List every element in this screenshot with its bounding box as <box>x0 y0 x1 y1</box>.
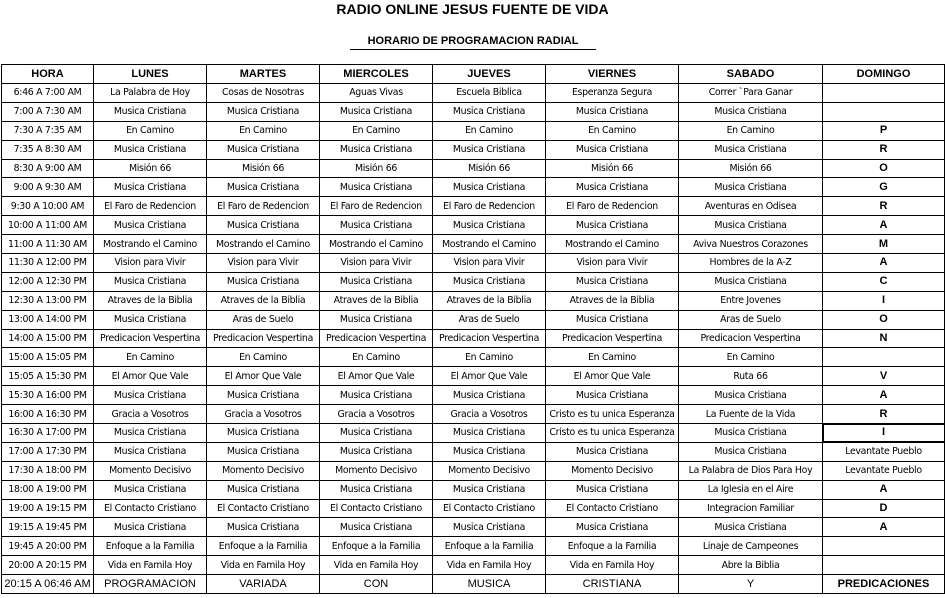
program-cell: Momento Decisivo <box>546 461 679 480</box>
time-slot-cell: 11:00 A 11:30 AM <box>2 235 94 254</box>
program-cell: Musica Cristiana <box>433 216 546 235</box>
column-header-miercoles: MIERCOLES <box>320 65 433 84</box>
time-slot-cell: 17:00 A 17:30 PM <box>2 442 94 461</box>
program-cell: Predicacion Vespertina <box>320 329 433 348</box>
program-cell: Gracia a Vosotros <box>94 405 207 424</box>
program-cell: El Amor Que Vale <box>546 367 679 386</box>
program-cell: A <box>823 480 945 499</box>
program-cell: Musica Cristiana <box>94 178 207 197</box>
program-cell: N <box>823 329 945 348</box>
program-cell: Musica Cristiana <box>94 480 207 499</box>
program-cell: A <box>823 216 945 235</box>
program-cell: El Faro de Redencion <box>94 197 207 216</box>
program-cell: Aguas Vivas <box>320 84 433 103</box>
program-cell: En Camino <box>546 121 679 140</box>
program-cell: El Amor Que Vale <box>94 367 207 386</box>
program-cell: Musica Cristiana <box>94 442 207 461</box>
program-cell: Musica Cristiana <box>546 386 679 405</box>
time-slot-cell: 15:30 A 16:00 PM <box>2 386 94 405</box>
program-cell: Enfoque a la Familia <box>207 537 320 556</box>
program-cell: Aras de Suelo <box>679 310 823 329</box>
table-row <box>2 518 945 537</box>
time-slot-cell: 10:00 A 11:00 AM <box>2 216 94 235</box>
program-cell: Enfoque a la Familia <box>320 537 433 556</box>
program-cell: Aras de Suelo <box>207 310 320 329</box>
program-cell: Musica Cristiana <box>320 518 433 537</box>
program-cell: Musica Cristiana <box>94 424 207 443</box>
column-header-domingo: DOMINGO <box>823 65 945 84</box>
column-header-sabado: SABADO <box>679 65 823 84</box>
program-cell: Aviva Nuestros Corazones <box>679 235 823 254</box>
program-cell: Atraves de la Biblia <box>546 291 679 310</box>
program-cell: El Contacto Cristiano <box>207 499 320 518</box>
program-cell: Musica Cristiana <box>94 102 207 121</box>
program-cell: Mostrando el Camino <box>207 235 320 254</box>
program-cell: El Amor Que Vale <box>207 367 320 386</box>
program-cell: Musica Cristiana <box>546 442 679 461</box>
program-cell: Integracion Familiar <box>679 499 823 518</box>
program-cell: Musica Cristiana <box>94 272 207 291</box>
table-row <box>2 121 945 140</box>
program-cell: Musica Cristiana <box>433 442 546 461</box>
program-cell: Musica Cristiana <box>433 102 546 121</box>
program-cell <box>823 348 945 367</box>
program-cell: A <box>823 386 945 405</box>
program-cell: Momento Decisivo <box>320 461 433 480</box>
program-cell: Musica Cristiana <box>207 480 320 499</box>
table-row <box>2 405 945 424</box>
program-cell: D <box>823 499 945 518</box>
program-cell: MUSICA <box>433 575 546 594</box>
program-cell: PROGRAMACION <box>94 575 207 594</box>
column-header-martes: MARTES <box>207 65 320 84</box>
program-cell: Vida en Famila Hoy <box>207 556 320 575</box>
program-cell: Aventuras en Odisea <box>679 197 823 216</box>
program-cell: O <box>823 159 945 178</box>
program-cell: Musica Cristiana <box>320 102 433 121</box>
program-cell: Predicacion Vespertina <box>546 329 679 348</box>
program-cell: Mostrando el Camino <box>433 235 546 254</box>
program-cell: Musica Cristiana <box>320 310 433 329</box>
program-cell: El Faro de Redencion <box>320 197 433 216</box>
table-row <box>2 348 945 367</box>
program-cell: M <box>823 235 945 254</box>
column-header-viernes: VIERNES <box>546 65 679 84</box>
program-cell: PREDICACIONES <box>823 575 945 594</box>
program-cell: El Contacto Cristiano <box>546 499 679 518</box>
program-cell: CON <box>320 575 433 594</box>
time-slot-cell: 8:30 A 9:00 AM <box>2 159 94 178</box>
program-cell: En Camino <box>679 121 823 140</box>
program-cell: Hombres de la A-Z <box>679 254 823 273</box>
program-cell: Misión 66 <box>433 159 546 178</box>
program-cell: Musica Cristiana <box>546 178 679 197</box>
program-cell: Ruta 66 <box>679 367 823 386</box>
program-cell: Y <box>679 575 823 594</box>
table-row <box>2 367 945 386</box>
table-row <box>2 84 945 103</box>
program-cell: Esperanza Segura <box>546 84 679 103</box>
program-cell: Levantate Pueblo <box>823 442 945 461</box>
table-row <box>2 480 945 499</box>
table-row <box>2 159 945 178</box>
time-slot-cell: 7:30 A 7:35 AM <box>2 121 94 140</box>
program-cell: Predicacion Vespertina <box>679 329 823 348</box>
program-cell: I <box>823 424 945 443</box>
program-cell: Musica Cristiana <box>320 480 433 499</box>
program-cell: Musica Cristiana <box>207 272 320 291</box>
program-cell: Vida en Famila Hoy <box>433 556 546 575</box>
program-cell: El Amor Que Vale <box>320 367 433 386</box>
table-row <box>2 499 945 518</box>
program-cell: Musica Cristiana <box>433 424 546 443</box>
program-cell: Musica Cristiana <box>94 140 207 159</box>
program-cell: En Camino <box>207 121 320 140</box>
program-cell: Musica Cristiana <box>546 310 679 329</box>
program-cell: Enfoque a la Familia <box>546 537 679 556</box>
table-body <box>2 84 945 594</box>
program-cell <box>823 102 945 121</box>
program-cell: Musica Cristiana <box>679 216 823 235</box>
time-slot-cell: 12:30 A 13:00 PM <box>2 291 94 310</box>
program-cell: Musica Cristiana <box>679 424 823 443</box>
program-cell: Predicacion Vespertina <box>433 329 546 348</box>
program-cell: Musica Cristiana <box>207 386 320 405</box>
program-cell: Momento Decisivo <box>433 461 546 480</box>
table-row <box>2 178 945 197</box>
time-slot-cell: 14:00 A 15:00 PM <box>2 329 94 348</box>
time-slot-cell: 7:00 A 7:30 AM <box>2 102 94 121</box>
program-cell: Levantate Pueblo <box>823 461 945 480</box>
program-cell: R <box>823 405 945 424</box>
program-cell: Musica Cristiana <box>320 272 433 291</box>
program-cell: Atraves de la Biblia <box>207 291 320 310</box>
program-cell: VARIADA <box>207 575 320 594</box>
program-cell: El Faro de Redencion <box>207 197 320 216</box>
program-cell <box>823 556 945 575</box>
table-row <box>2 556 945 575</box>
program-cell: Vida en Famila Hoy <box>94 556 207 575</box>
program-cell: Cristo es tu unica Esperanza <box>546 405 679 424</box>
program-cell: Abre la Biblia <box>679 556 823 575</box>
program-cell: Vision para Vivir <box>433 254 546 273</box>
program-cell: El Contacto Cristiano <box>94 499 207 518</box>
program-cell: Atraves de la Biblia <box>433 291 546 310</box>
time-slot-cell: 15:00 A 15:05 PM <box>2 348 94 367</box>
table-row <box>2 329 945 348</box>
table-row <box>2 461 945 480</box>
program-cell: Musica Cristiana <box>320 424 433 443</box>
time-slot-cell: 16:00 A 16:30 PM <box>2 405 94 424</box>
program-cell <box>823 84 945 103</box>
table-row <box>2 386 945 405</box>
program-cell: A <box>823 518 945 537</box>
program-cell: La Iglesia en el Aire <box>679 480 823 499</box>
program-cell: Misión 66 <box>546 159 679 178</box>
program-cell: En Camino <box>320 348 433 367</box>
program-cell: Gracia a Vosotros <box>433 405 546 424</box>
program-cell: En Camino <box>320 121 433 140</box>
column-header-lunes: LUNES <box>94 65 207 84</box>
program-cell: Atraves de la Biblia <box>94 291 207 310</box>
program-cell: Musica Cristiana <box>546 140 679 159</box>
program-cell: Momento Decisivo <box>94 461 207 480</box>
program-cell: Musica Cristiana <box>320 140 433 159</box>
program-cell: Musica Cristiana <box>207 518 320 537</box>
table-row <box>2 102 945 121</box>
program-cell: En Camino <box>546 348 679 367</box>
program-cell: El Contacto Cristiano <box>433 499 546 518</box>
program-cell: Aras de Suelo <box>433 310 546 329</box>
program-cell: V <box>823 367 945 386</box>
program-cell: Enfoque a la Familia <box>94 537 207 556</box>
program-cell: En Camino <box>433 121 546 140</box>
program-cell: Musica Cristiana <box>320 178 433 197</box>
program-cell: Musica Cristiana <box>679 140 823 159</box>
program-cell: En Camino <box>94 121 207 140</box>
program-cell: A <box>823 254 945 273</box>
table-row <box>2 272 945 291</box>
program-cell: Musica Cristiana <box>679 178 823 197</box>
program-cell: Musica Cristiana <box>94 216 207 235</box>
page-subtitle: HORARIO DE PROGRAMACION RADIAL <box>350 34 596 50</box>
program-cell: I <box>823 291 945 310</box>
program-cell: Musica Cristiana <box>679 518 823 537</box>
program-cell: Musica Cristiana <box>207 140 320 159</box>
time-slot-cell: 17:30 A 18:00 PM <box>2 461 94 480</box>
time-slot-cell: 6:46 A 7:00 AM <box>2 84 94 103</box>
program-cell: Gracia a Vosotros <box>320 405 433 424</box>
program-cell: En Camino <box>94 348 207 367</box>
program-cell: Musica Cristiana <box>94 518 207 537</box>
table-row <box>2 575 945 594</box>
program-cell: Musica Cristiana <box>679 386 823 405</box>
program-cell: Musica Cristiana <box>207 442 320 461</box>
time-slot-cell: 11:30 A 12:00 PM <box>2 254 94 273</box>
program-cell: Misión 66 <box>679 159 823 178</box>
program-cell: C <box>823 272 945 291</box>
program-cell: Enfoque a la Familia <box>433 537 546 556</box>
program-cell: Musica Cristiana <box>433 480 546 499</box>
program-cell: Musica Cristiana <box>679 102 823 121</box>
program-cell: Atraves de la Biblia <box>320 291 433 310</box>
program-cell <box>823 537 945 556</box>
time-slot-cell: 16:30 A 17:00 PM <box>2 424 94 443</box>
table-row <box>2 216 945 235</box>
program-cell: El Faro de Redencion <box>433 197 546 216</box>
program-cell: Escuela Biblica <box>433 84 546 103</box>
program-cell: Vision para Vivir <box>320 254 433 273</box>
program-cell: Musica Cristiana <box>546 216 679 235</box>
program-cell: Vision para Vivir <box>546 254 679 273</box>
time-slot-cell: 9:00 A 9:30 AM <box>2 178 94 197</box>
program-cell: Linaje de Campeones <box>679 537 823 556</box>
table-row <box>2 310 945 329</box>
program-cell: Musica Cristiana <box>433 272 546 291</box>
time-slot-cell: 20:00 A 20:15 PM <box>2 556 94 575</box>
table-row <box>2 140 945 159</box>
program-cell: Musica Cristiana <box>207 178 320 197</box>
program-cell: Musica Cristiana <box>320 442 433 461</box>
program-cell: Musica Cristiana <box>546 480 679 499</box>
page-title-text: RADIO ONLINE JESUS FUENTE DE VIDA <box>336 1 609 17</box>
time-slot-cell: 19:00 A 19:15 PM <box>2 499 94 518</box>
program-cell: Misión 66 <box>94 159 207 178</box>
time-slot-cell: 18:00 A 19:00 PM <box>2 480 94 499</box>
program-cell: La Palabra de Hoy <box>94 84 207 103</box>
program-cell: R <box>823 197 945 216</box>
program-cell: En Camino <box>207 348 320 367</box>
program-cell: Vida en Famila Hoy <box>320 556 433 575</box>
time-slot-cell: 7:35 A 8:30 AM <box>2 140 94 159</box>
table-row <box>2 254 945 273</box>
program-cell: CRISTIANA <box>546 575 679 594</box>
program-cell: Predicacion Vespertina <box>207 329 320 348</box>
program-cell: Musica Cristiana <box>679 272 823 291</box>
program-cell: Vision para Vivir <box>94 254 207 273</box>
program-cell: P <box>823 121 945 140</box>
time-slot-cell: 15:05 A 15:30 PM <box>2 367 94 386</box>
column-header-jueves: JUEVES <box>433 65 546 84</box>
program-cell: La Palabra de Dios Para Hoy <box>679 461 823 480</box>
program-cell: Mostrando el Camino <box>320 235 433 254</box>
program-cell: Cosas de Nosotras <box>207 84 320 103</box>
table-row <box>2 424 945 443</box>
time-slot-cell: 19:15 A 19:45 PM <box>2 518 94 537</box>
program-cell: Musica Cristiana <box>207 216 320 235</box>
program-cell: Musica Cristiana <box>320 386 433 405</box>
program-cell: Musica Cristiana <box>546 518 679 537</box>
program-cell: En Camino <box>679 348 823 367</box>
program-cell: Musica Cristiana <box>546 272 679 291</box>
program-cell: Musica Cristiana <box>207 424 320 443</box>
program-cell: Mostrando el Camino <box>94 235 207 254</box>
program-cell: Musica Cristiana <box>320 216 433 235</box>
page-title <box>0 0 945 18</box>
program-cell: Musica Cristiana <box>433 178 546 197</box>
program-cell: Entre Jovenes <box>679 291 823 310</box>
program-cell: Correr `Para Ganar <box>679 84 823 103</box>
program-cell: Mostrando el Camino <box>546 235 679 254</box>
table-row <box>2 442 945 461</box>
program-cell: Musica Cristiana <box>433 140 546 159</box>
schedule-table <box>1 64 945 594</box>
program-cell: Musica Cristiana <box>433 386 546 405</box>
time-slot-cell: 20:15 A 06:46 AM <box>2 575 94 594</box>
program-cell: El Contacto Cristiano <box>320 499 433 518</box>
time-slot-cell: 19:45 A 20:00 PM <box>2 537 94 556</box>
program-cell: Musica Cristiana <box>679 442 823 461</box>
program-cell: Vida en Famila Hoy <box>546 556 679 575</box>
program-cell: El Faro de Redencion <box>546 197 679 216</box>
time-slot-cell: 9:30 A 10:00 AM <box>2 197 94 216</box>
table-header-row <box>2 65 945 84</box>
program-cell: O <box>823 310 945 329</box>
time-slot-cell: 13:00 A 14:00 PM <box>2 310 94 329</box>
program-cell: Musica Cristiana <box>546 102 679 121</box>
program-cell: La Fuente de la Vida <box>679 405 823 424</box>
program-cell: Momento Decisivo <box>207 461 320 480</box>
table-row <box>2 291 945 310</box>
program-cell: Misión 66 <box>207 159 320 178</box>
time-slot-cell: 12:00 A 12:30 PM <box>2 272 94 291</box>
program-cell: En Camino <box>433 348 546 367</box>
table-row <box>2 197 945 216</box>
program-cell: G <box>823 178 945 197</box>
program-cell: Musica Cristiana <box>94 310 207 329</box>
program-cell: Cristo es tu unica Esperanza <box>546 424 679 443</box>
program-cell: Misión 66 <box>320 159 433 178</box>
program-cell: Musica Cristiana <box>94 386 207 405</box>
program-cell: Vision para Vivir <box>207 254 320 273</box>
program-cell: Musica Cristiana <box>433 518 546 537</box>
program-cell: El Amor Que Vale <box>433 367 546 386</box>
program-cell: Musica Cristiana <box>207 102 320 121</box>
program-cell: Predicacion Vespertina <box>94 329 207 348</box>
program-cell: Gracia a Vosotros <box>207 405 320 424</box>
program-cell: R <box>823 140 945 159</box>
column-header-hora: HORA <box>2 65 94 84</box>
table-row <box>2 537 945 556</box>
table-row <box>2 235 945 254</box>
